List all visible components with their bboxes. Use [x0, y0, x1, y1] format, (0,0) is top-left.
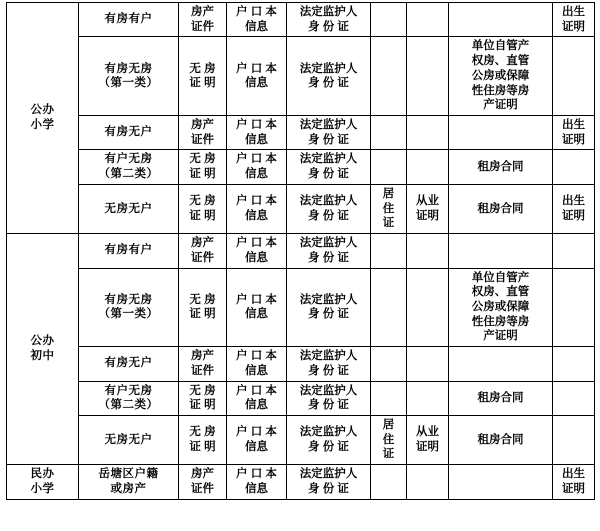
household-type-cell: 有房无房 （第一类） — [79, 268, 179, 347]
material-cell: 户 口 本 信息 — [227, 347, 287, 381]
empty-cell — [449, 465, 553, 499]
empty-cell — [371, 268, 407, 347]
school-category-cell: 公办 小学 — [7, 3, 79, 234]
household-type-cell: 有房无户 — [79, 116, 179, 150]
material-cell: 租房合同 — [449, 150, 553, 184]
empty-cell — [553, 37, 595, 116]
material-cell: 出生 证明 — [553, 184, 595, 233]
empty-cell — [371, 3, 407, 37]
table-row — [7, 150, 595, 184]
table-row — [7, 465, 595, 499]
empty-cell — [371, 150, 407, 184]
empty-cell — [449, 347, 553, 381]
material-cell: 无 房 证 明 — [179, 37, 227, 116]
empty-cell — [371, 116, 407, 150]
table-row — [7, 3, 595, 37]
empty-cell — [407, 268, 449, 347]
material-cell: 居 住 证 — [371, 184, 407, 233]
material-cell: 无 房 证 明 — [179, 184, 227, 233]
table-row — [7, 268, 595, 347]
household-type-cell: 岳塘区户籍 或房产 — [79, 465, 179, 499]
empty-cell — [553, 415, 595, 464]
material-cell: 出生 证明 — [553, 3, 595, 37]
table-row — [7, 116, 595, 150]
household-type-cell: 有户无房 （第二类） — [79, 150, 179, 184]
material-cell: 单位自管产 权房、直管 公房或保障 性住房等房 产证明 — [449, 268, 553, 347]
school-category-cell: 民办 小学 — [7, 465, 79, 499]
household-type-cell: 有房有户 — [79, 3, 179, 37]
material-cell: 法定监护人 身 份 证 — [287, 37, 371, 116]
empty-cell — [407, 465, 449, 499]
material-cell: 法定监护人 身 份 证 — [287, 116, 371, 150]
material-cell: 法定监护人 身 份 证 — [287, 184, 371, 233]
empty-cell — [371, 37, 407, 116]
material-cell: 房产 证件 — [179, 116, 227, 150]
material-cell: 出生 证明 — [553, 465, 595, 499]
material-cell: 户 口 本 信息 — [227, 116, 287, 150]
empty-cell — [553, 268, 595, 347]
table-row — [7, 37, 595, 116]
empty-cell — [407, 150, 449, 184]
material-cell: 法定监护人 身 份 证 — [287, 268, 371, 347]
material-cell: 户 口 本 信息 — [227, 465, 287, 499]
household-type-cell: 有户无房 （第二类） — [79, 381, 179, 415]
material-cell: 房产 证件 — [179, 347, 227, 381]
material-cell: 户 口 本 信息 — [227, 150, 287, 184]
table-row — [7, 381, 595, 415]
material-cell: 户 口 本 信息 — [227, 234, 287, 268]
material-cell: 房产 证件 — [179, 3, 227, 37]
table-row — [7, 347, 595, 381]
material-cell: 法定监护人 身 份 证 — [287, 347, 371, 381]
household-type-cell: 有房无房 （第一类） — [79, 37, 179, 116]
document-page — [0, 2, 600, 531]
table-row — [7, 184, 595, 233]
material-cell: 户 口 本 信息 — [227, 415, 287, 464]
material-cell: 单位自管产 权房、直管 公房或保障 性住房等房 产证明 — [449, 37, 553, 116]
empty-cell — [371, 347, 407, 381]
material-cell: 租房合同 — [449, 381, 553, 415]
empty-cell — [449, 116, 553, 150]
household-type-cell: 有房有户 — [79, 234, 179, 268]
empty-cell — [371, 234, 407, 268]
empty-cell — [407, 3, 449, 37]
material-cell: 出生 证明 — [553, 116, 595, 150]
material-cell: 户 口 本 信息 — [227, 268, 287, 347]
table-row — [7, 415, 595, 464]
empty-cell — [371, 465, 407, 499]
empty-cell — [407, 234, 449, 268]
material-cell: 法定监护人 身 份 证 — [287, 381, 371, 415]
empty-cell — [553, 381, 595, 415]
material-cell: 无 房 证 明 — [179, 381, 227, 415]
household-type-cell: 有房无户 — [79, 347, 179, 381]
material-cell: 房产 证件 — [179, 234, 227, 268]
material-cell: 法定监护人 身 份 证 — [287, 415, 371, 464]
material-cell: 居 住 证 — [371, 415, 407, 464]
household-type-cell: 无房无户 — [79, 415, 179, 464]
empty-cell — [407, 37, 449, 116]
empty-cell — [371, 381, 407, 415]
material-cell: 从业 证明 — [407, 184, 449, 233]
material-cell: 户 口 本 信息 — [227, 37, 287, 116]
empty-cell — [407, 347, 449, 381]
empty-cell — [553, 347, 595, 381]
empty-cell — [449, 3, 553, 37]
material-cell: 法定监护人 身 份 证 — [287, 150, 371, 184]
material-cell: 法定监护人 身 份 证 — [287, 465, 371, 499]
material-cell: 户 口 本 信息 — [227, 381, 287, 415]
material-cell: 户 口 本 信息 — [227, 184, 287, 233]
material-cell: 法定监护人 身 份 证 — [287, 234, 371, 268]
enrollment-materials-table — [6, 2, 595, 500]
household-type-cell: 无房无户 — [79, 184, 179, 233]
material-cell: 房产 证件 — [179, 465, 227, 499]
table-body — [7, 3, 595, 500]
material-cell: 无 房 证 明 — [179, 268, 227, 347]
empty-cell — [407, 381, 449, 415]
school-category-cell: 公办 初中 — [7, 234, 79, 465]
material-cell: 租房合同 — [449, 184, 553, 233]
material-cell: 户 口 本 信息 — [227, 3, 287, 37]
empty-cell — [449, 234, 553, 268]
material-cell: 从业 证明 — [407, 415, 449, 464]
empty-cell — [553, 234, 595, 268]
material-cell: 无 房 证 明 — [179, 415, 227, 464]
material-cell: 无 房 证 明 — [179, 150, 227, 184]
table-row — [7, 234, 595, 268]
material-cell: 租房合同 — [449, 415, 553, 464]
empty-cell — [553, 150, 595, 184]
material-cell: 法定监护人 身 份 证 — [287, 3, 371, 37]
empty-cell — [407, 116, 449, 150]
